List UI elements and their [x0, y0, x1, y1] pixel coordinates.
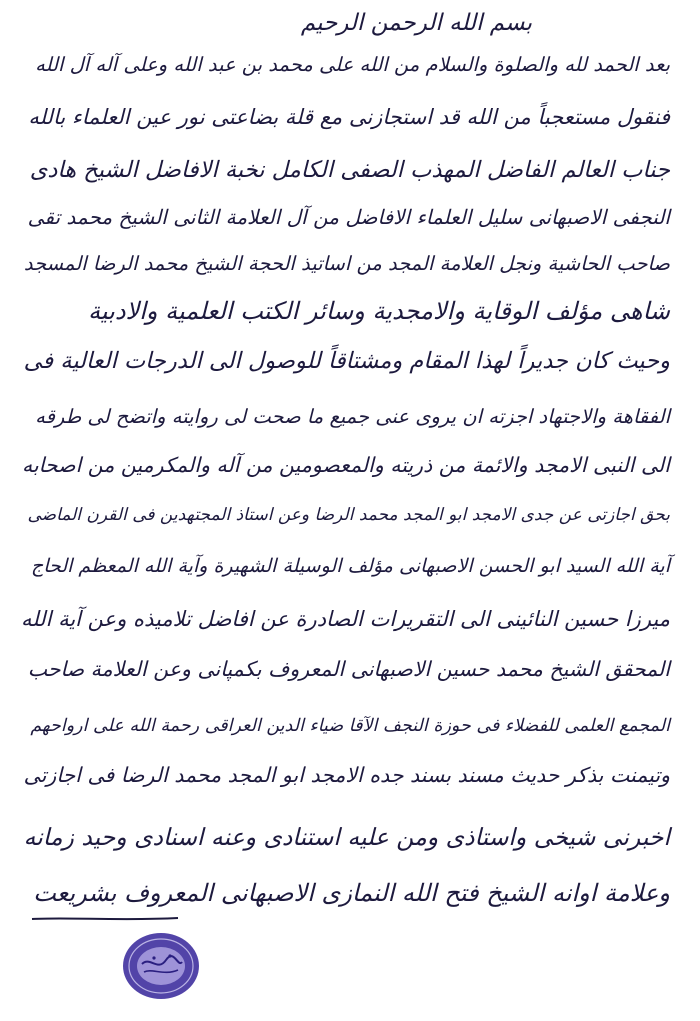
text-line: بعد الحمد لله والصلوة والسلام من الله علی محمد بن عبد الله وعلی آله آل الله: [35, 53, 670, 76]
text-line: وعلامة اوانه الشیخ فتح الله النمازی الاصبهانی المعروف بشریعت: [33, 879, 670, 907]
text-line: جناب العالم الفاضل المهذب الصفی الکامل نخبة الافاضل الشیخ هادی: [29, 157, 670, 183]
text-line: آیة الله السید ابو الحسن الاصبهانی مؤلف الوسیلة الشهیرة وآیة الله المعظم الحاج: [31, 555, 670, 577]
text-line: النجفی الاصبهانی سلیل العلماء الافاضل من آل العلامة الثانی الشیخ محمد تقی: [27, 205, 670, 229]
text-line: میرزا حسین النائینی الی التقریرات الصادرة عن افاضل تلامیذه وعن آیة الله: [20, 607, 670, 631]
text-line: وتیمنت بذکر حدیث مسند بسند جده الامجد ابو المجد محمد الرضا فی اجازتی: [23, 763, 670, 787]
signature-underline: [30, 916, 180, 922]
manuscript-text: [22, 0, 682, 1021]
text-line: اخبرنی شیخی واستاذی ومن علیه استنادی وعنه اسنادی وحید زمانه: [23, 823, 670, 851]
basmala-line: بسم الله الرحمن الرحیم: [300, 10, 532, 36]
text-line: الی النبی الامجد والائمة من ذریته والمعصومین من آله والمکرمین من اصحابه: [21, 453, 670, 477]
text-line: شاهی مؤلف الوقایة والامجدیة وسائر الکتب العلمیة والادبیة: [88, 297, 670, 325]
text-line: الفقاهة والاجتهاد اجزته ان یروی عنی جمیع ما صحت لی روایته واتضح لی طرقه: [35, 405, 670, 428]
text-line: المحقق الشیخ محمد حسین الاصبهانی المعروف بکمپانی وعن العلامة صاحب: [27, 657, 670, 681]
text-line: المجمع العلمی للفضلاء فی حوزة النجف الآقا ضیاء الدین العراقی رحمة الله علی ارواحهم: [30, 716, 670, 736]
seal-stamp-icon: [120, 930, 202, 1002]
text-line: بحق اجازتی عن جدی الامجد ابو المجد محمد الرضا وعن استاذ المجتهدین فی القرن الماضی: [27, 505, 670, 525]
text-line: وحیث کان جدیراً لهذا المقام ومشتاقاً للوصول الی الدرجات العالیة فی: [23, 348, 670, 374]
text-line: فنقول مستعجباً من الله قد استجازنی مع قلة بضاعتی نور عین العلماء بالله: [28, 105, 670, 129]
text-line: صاحب الحاشیة ونجل العلامة المجد من اساتیذ الحجة الشیخ محمد الرضا المسجد: [23, 252, 670, 275]
